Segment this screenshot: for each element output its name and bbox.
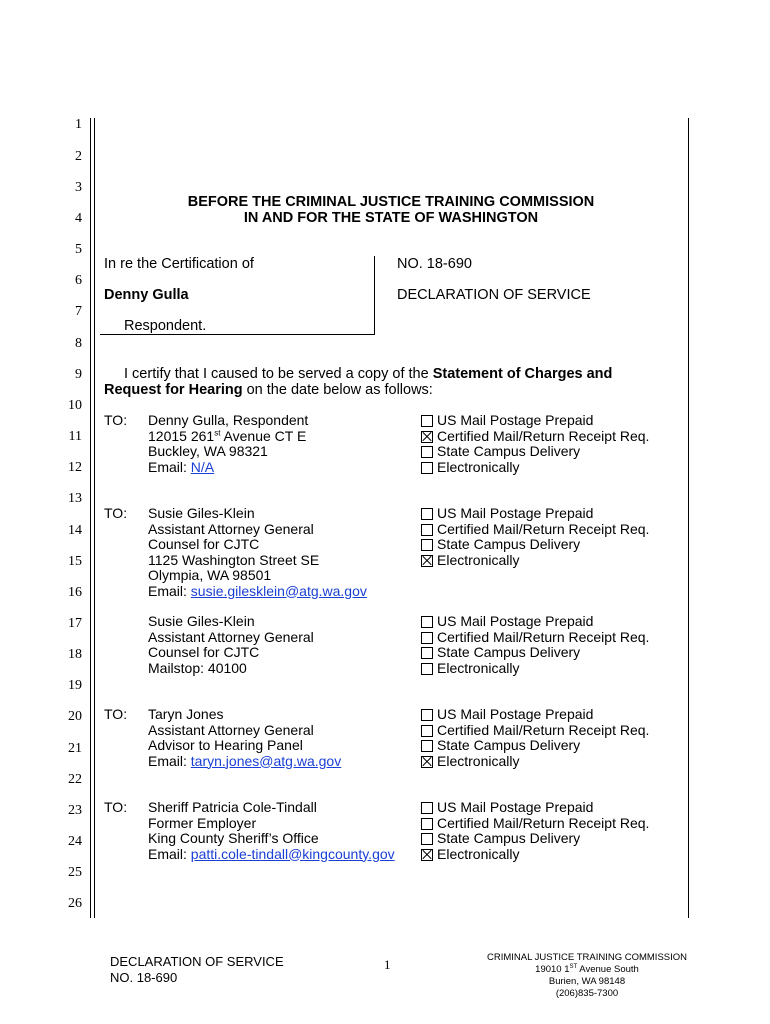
recipient-address — [148, 707, 341, 769]
checkbox[interactable] — [421, 725, 433, 737]
recipient-email-line: Email: patti.cole-tindall@kingcounty.gov — [148, 845, 395, 862]
email-link[interactable]: susie.gilesklein@atg.wa.gov — [190, 582, 367, 599]
certify-post: on the date below as follows: — [242, 382, 433, 398]
left-margin-rule — [90, 118, 91, 918]
recipient-line: 12015 261st Avenue CT E — [148, 427, 307, 444]
line-number: 9 — [75, 367, 82, 382]
footer-city: Burien, WA 98148 — [548, 976, 626, 987]
recipient-line: Counsel for CJTC — [148, 644, 260, 660]
to-label: TO: — [104, 412, 128, 428]
recipient-line: Buckley, WA 98321 — [148, 443, 268, 459]
recipient-line: Assistant Attorney General — [148, 520, 314, 537]
recipient-address — [148, 506, 367, 599]
line-number: 20 — [68, 709, 82, 724]
caption-respondent-name: Denny Gulla — [104, 287, 189, 303]
left-margin-rule-inner — [94, 118, 95, 918]
checkbox-checked[interactable] — [421, 431, 433, 443]
checkbox[interactable] — [421, 802, 433, 814]
recipient-line: Assistant Attorney General — [148, 628, 314, 645]
recipient-email-line: Email: susie.gilesklein@atg.wa.gov — [148, 582, 367, 599]
line-number: 10 — [68, 398, 82, 413]
recipient-line: Mailstop: 40100 — [148, 659, 247, 676]
line-number: 22 — [68, 772, 82, 787]
line-number: 11 — [68, 429, 82, 444]
service-methods: US Mail Postage Prepaid Certified Mail/Return Receipt Req. State Campus Delivery Electronically — [421, 413, 649, 475]
to-label: TO: — [104, 505, 128, 521]
line-number: 15 — [68, 554, 82, 569]
recipient-line: Assistant Attorney General — [148, 721, 314, 738]
line-number: 14 — [68, 523, 82, 538]
checkbox-checked[interactable] — [421, 849, 433, 861]
recipient-line: Advisor to Hearing Panel — [148, 737, 303, 753]
service-methods: US Mail Postage Prepaid Certified Mail/Return Receipt Req. State Campus Delivery Electronically — [421, 506, 649, 568]
checkbox[interactable] — [421, 663, 433, 675]
checkbox[interactable] — [421, 616, 433, 628]
line-number: 6 — [75, 273, 82, 288]
recipient-line: Denny Gulla, Respondent — [148, 412, 309, 428]
footer-address-block — [478, 952, 696, 1000]
recipient-address — [148, 614, 314, 676]
checkbox[interactable] — [421, 446, 433, 458]
certify-paragraph — [104, 366, 664, 398]
recipient-line: 1125 Washington Street SE — [148, 551, 320, 568]
line-number: 24 — [68, 834, 82, 849]
checkbox-checked[interactable] — [421, 756, 433, 768]
caption-in-re: In re the Certification of — [104, 256, 254, 272]
recipient-email-line: Email: taryn.jones@atg.wa.gov — [148, 752, 342, 769]
recipient-line: King County Sheriff’s Office — [148, 830, 319, 846]
line-number: 12 — [68, 460, 82, 475]
recipient-line: Former Employer — [148, 814, 257, 831]
recipient-address — [148, 800, 395, 862]
checkbox[interactable] — [421, 740, 433, 752]
line-number: 17 — [68, 616, 82, 631]
recipient-line: Susie Giles-Klein — [148, 613, 255, 629]
document-title: DECLARATION OF SERVICE — [397, 287, 591, 303]
page-number: 1 — [384, 957, 391, 972]
checkbox[interactable] — [421, 818, 433, 830]
footer-left — [110, 954, 284, 986]
checkbox[interactable] — [421, 709, 433, 721]
email-link[interactable]: taryn.jones@atg.wa.gov — [190, 752, 342, 769]
checkbox[interactable] — [421, 833, 433, 845]
line-number: 2 — [75, 149, 82, 164]
heading-line-1: BEFORE THE CRIMINAL JUSTICE TRAINING COMMISSION — [187, 194, 595, 210]
line-number: 1 — [75, 117, 82, 132]
footer-org: CRIMINAL JUSTICE TRAINING COMMISSION — [486, 952, 688, 963]
recipient-email-line: Email: N/A — [148, 458, 215, 475]
service-methods: US Mail Postage Prepaid Certified Mail/Return Receipt Req. State Campus Delivery Electronically — [421, 800, 649, 862]
line-number: 26 — [68, 896, 82, 911]
service-methods: US Mail Postage Prepaid Certified Mail/Return Receipt Req. State Campus Delivery Electronically — [421, 707, 649, 769]
footer-phone: (206)835-7300 — [555, 988, 619, 999]
line-number: 19 — [68, 678, 82, 693]
recipient-line: Counsel for CJTC — [148, 536, 260, 552]
line-number: 21 — [68, 741, 82, 756]
line-number: 18 — [68, 647, 82, 662]
recipient-line: Susie Giles-Klein — [148, 505, 255, 521]
line-number: 25 — [68, 865, 82, 880]
case-number: NO. 18-690 — [397, 256, 472, 272]
line-number: 5 — [75, 242, 82, 257]
checkbox[interactable] — [421, 632, 433, 644]
checkbox[interactable] — [421, 415, 433, 427]
checkbox-checked[interactable] — [421, 555, 433, 567]
email-link[interactable]: N/A — [190, 458, 215, 475]
footer-doc-title: DECLARATION OF SERVICE — [110, 954, 284, 969]
checkbox[interactable] — [421, 462, 433, 474]
email-link[interactable]: patti.cole-tindall@kingcounty.gov — [190, 845, 395, 862]
recipient-line: Sheriff Patricia Cole-Tindall — [148, 799, 317, 815]
checkbox[interactable] — [421, 524, 433, 536]
certify-bold-2: Request for Hearing — [104, 382, 243, 398]
checkbox[interactable] — [421, 508, 433, 520]
checkbox[interactable] — [421, 539, 433, 551]
line-number: 4 — [75, 211, 82, 226]
right-margin-rule — [688, 118, 689, 918]
line-number: 7 — [75, 304, 82, 319]
footer-case-number: NO. 18-690 — [110, 970, 178, 985]
checkbox[interactable] — [421, 647, 433, 659]
to-label: TO: — [104, 799, 128, 815]
line-number: 23 — [68, 803, 82, 818]
recipient-line: Taryn Jones — [148, 706, 224, 722]
certify-pre: I certify that I caused to be served a copy of the — [124, 366, 433, 382]
line-number: 3 — [75, 180, 82, 195]
line-number: 8 — [75, 336, 82, 351]
recipient-address — [148, 413, 308, 475]
certify-bold-1: Statement of Charges and — [432, 366, 613, 382]
line-number: 16 — [68, 585, 82, 600]
to-label: TO: — [104, 706, 128, 722]
footer-street: 19010 1ST Avenue South — [535, 963, 639, 975]
caption-respondent-role: Respondent. — [124, 318, 207, 334]
line-number: 13 — [68, 491, 82, 506]
heading-line-2: IN AND FOR THE STATE OF WASHINGTON — [243, 210, 539, 226]
service-methods: US Mail Postage Prepaid Certified Mail/Return Receipt Req. State Campus Delivery Electronically — [421, 614, 649, 676]
recipient-line: Olympia, WA 98501 — [148, 567, 272, 583]
